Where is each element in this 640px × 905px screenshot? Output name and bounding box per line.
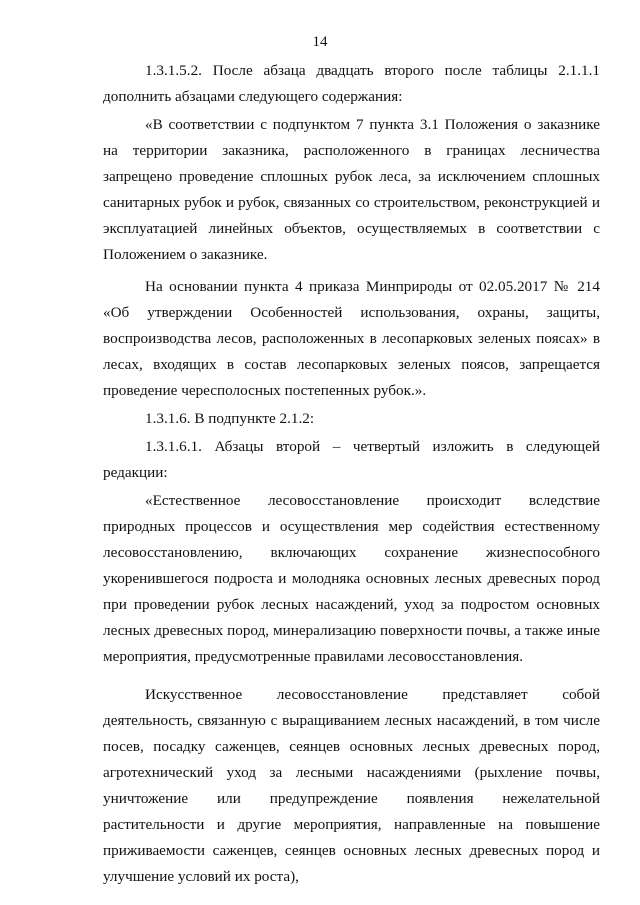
paragraph-amendment-1-3-1-6-1: 1.3.1.6.1. Абзацы второй – четвертый изложить в следующей редакции: <box>103 438 600 481</box>
paragraph-order-basis: На основании пункта 4 приказа Минприроды от 02.05.2017 № 214 «Об утверждении Особенностей использования, охраны, защиты, воспроизводства лесов, расположенных в лесопарковых зеленых поясах» в лесах, входящих в состав лесопарковых зеленых поясов, запрещается проведение чересполосных постепенных рубок.». <box>103 278 600 399</box>
document-body <box>103 58 600 890</box>
paragraph-reserve-regulation: «В соответствии с подпунктом 7 пункта 3.1 Положения о заказнике на территории заказника, расположенного в границах лесничества запрещено проведение сплошных рубок леса, за исключением сплошных санитарных рубок и рубок, связанных со строительством, реконструкцией и эксплуатацией линейных объектов, осуществляемых в соответствии с Положением о заказнике. <box>103 116 600 263</box>
paragraph-natural-reforestation: «Естественное лесовосстановление происходит вследствие природных процессов и осуществления мер содействия естественному лесовосстановлению, включающих сохранение жизнеспособного укоренившегося подроста и молодняка основных лесных древесных пород при проведении рубок лесных насаждений, уход за подростом основных лесных древесных пород, минерализацию поверхности почвы, а также иные мероприятия, предусмотренные правилами лесовосстановления. <box>103 492 600 665</box>
paragraph-amendment-1-3-1-5-2: 1.3.1.5.2. После абзаца двадцать второго после таблицы 2.1.1.1 дополнить абзацами следующего содержания: <box>103 62 600 105</box>
paragraph-artificial-reforestation: Искусственное лесовосстановление представляет собой деятельность, связанную с выращиванием лесных насаждений, в том числе посев, посадку саженцев, сеянцев основных лесных древесных пород, агротехнический уход за лесными насаждениями (рыхление почвы, уничтожение или предупреждение появления нежелательной растительности и другие мероприятия, направленные на повышение приживаемости саженцев, сеянцев основных лесных древесных пород и улучшение условий их роста), <box>103 686 600 885</box>
paragraph-amendment-1-3-1-6: 1.3.1.6. В подпункте 2.1.2: <box>145 410 315 427</box>
page-number: 14 <box>312 34 328 50</box>
